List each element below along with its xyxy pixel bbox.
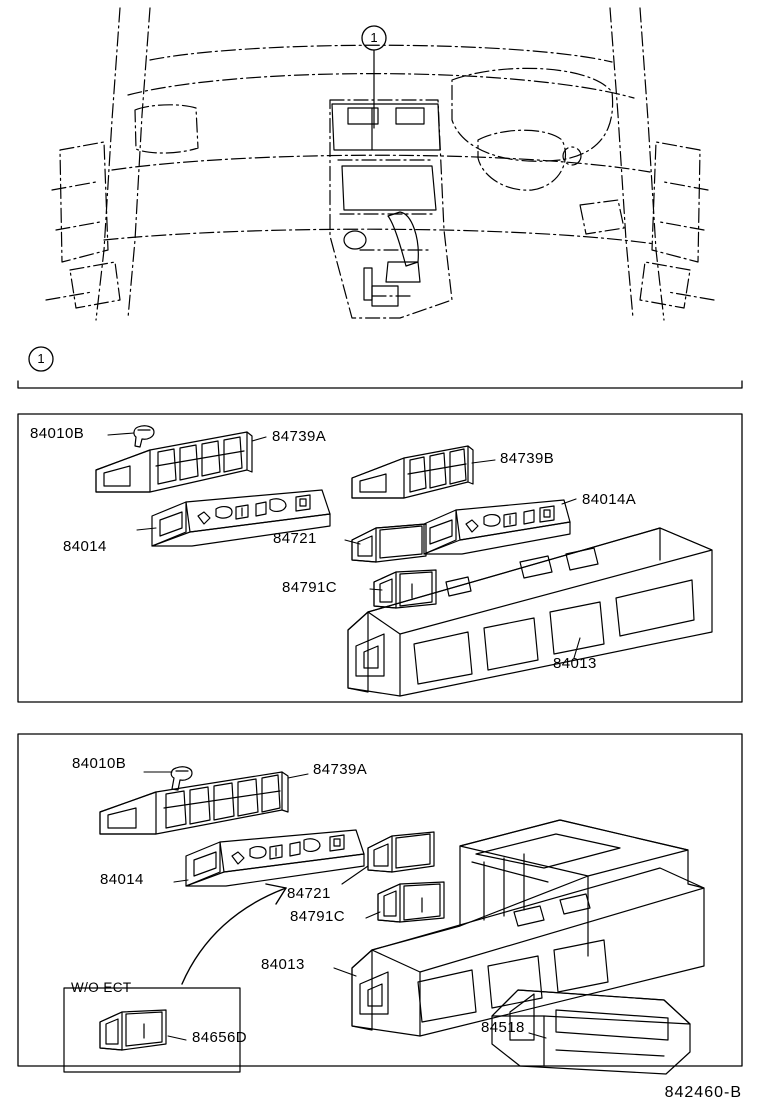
label-84656D-bottom: 84656D <box>192 1029 247 1046</box>
label-84739A-mid: 84739A <box>272 428 327 445</box>
label-84721-bottom: 84721 <box>287 885 331 902</box>
label-84014A-mid: 84014A <box>582 491 637 508</box>
callout-1-top: 1 <box>370 30 378 45</box>
label-84739B-mid: 84739B <box>500 450 555 467</box>
label-84739A-bottom: 84739A <box>313 761 368 778</box>
label-84013-mid: 84013 <box>553 655 597 672</box>
label-84518-bottom: 84518 <box>481 1019 525 1036</box>
note-wo-ect: W/O ECT <box>71 980 132 995</box>
label-84013-bottom: 84013 <box>261 956 305 973</box>
label-84014-mid: 84014 <box>63 538 107 555</box>
label-84014-bottom: 84014 <box>100 871 144 888</box>
label-84791C-mid: 84791C <box>282 579 337 596</box>
label-84010B-bottom: 84010B <box>72 755 127 772</box>
label-84721-mid: 84721 <box>273 530 317 547</box>
drawing-number: 842460-B <box>664 1084 742 1101</box>
label-84010B-mid: 84010B <box>30 425 85 442</box>
callout-1-section: 1 <box>37 351 45 366</box>
label-84791C-bottom: 84791C <box>290 908 345 925</box>
